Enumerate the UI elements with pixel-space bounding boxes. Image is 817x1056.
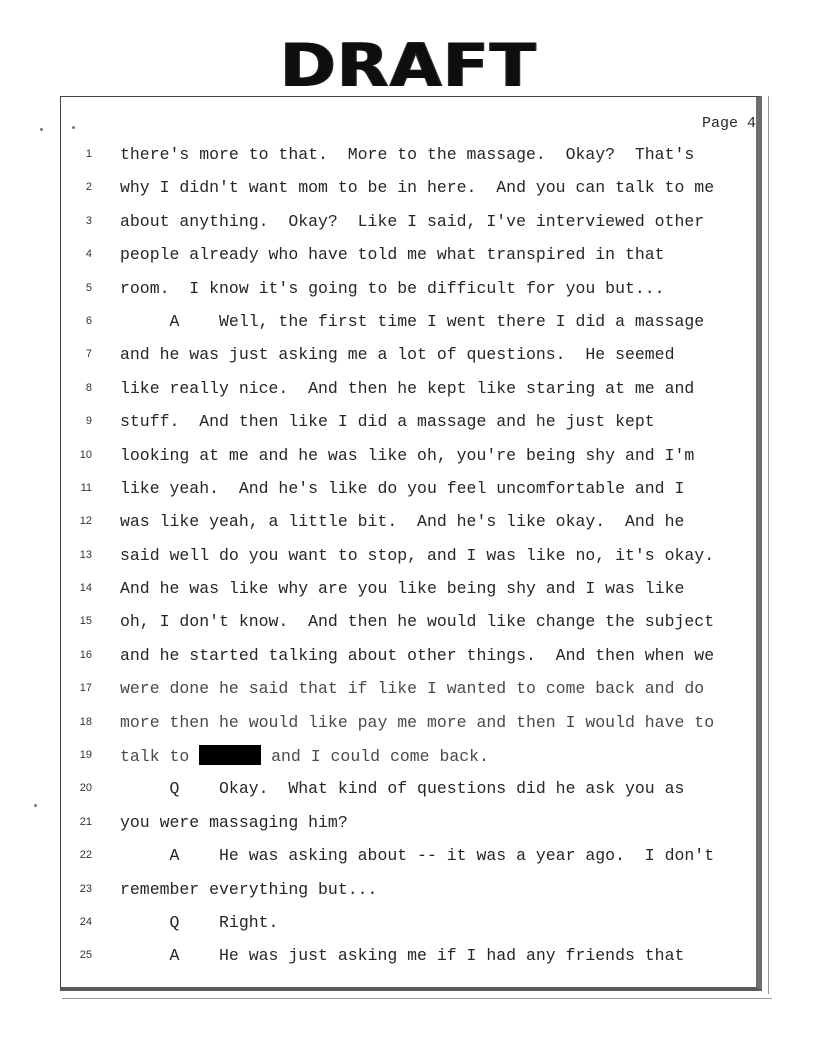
line-text: Q Right. — [120, 912, 279, 932]
line-text-before-redaction: talk to — [120, 747, 200, 767]
transcript-line — [60, 845, 760, 878]
transcript-line — [60, 912, 760, 945]
line-number: 6 — [85, 314, 92, 327]
transcript-line — [60, 478, 760, 511]
line-number: 7 — [85, 348, 92, 361]
line-number: 23 — [79, 882, 92, 895]
line-number: 17 — [79, 682, 92, 695]
redaction-box — [199, 745, 261, 765]
transcript-line — [60, 678, 760, 711]
line-number: 19 — [79, 749, 92, 762]
line-number: 16 — [79, 648, 92, 661]
transcript-line — [60, 144, 760, 177]
line-number: 22 — [79, 849, 92, 862]
line-number: 25 — [79, 949, 92, 962]
line-number: 24 — [79, 915, 92, 928]
line-number: 21 — [79, 815, 92, 828]
transcript-line — [60, 611, 760, 644]
transcript-lines — [60, 144, 760, 979]
line-number: 12 — [79, 515, 92, 528]
line-text: were done he said that if like I wanted to come back and do — [120, 679, 705, 699]
transcript-line — [60, 344, 760, 377]
line-text: and he was just asking me a lot of questions. He seemed — [120, 345, 675, 365]
page-edge-bottom — [62, 998, 772, 999]
line-text: oh, I don't know. And then he would like change the subject — [120, 612, 715, 632]
transcript-line — [60, 712, 760, 745]
line-text: looking at me and he was like oh, you're being shy and I'm — [120, 445, 695, 465]
draft-stamp: DRAFT — [279, 31, 537, 101]
page-edge-right — [768, 96, 769, 994]
transcript-line — [60, 945, 760, 978]
line-text — [120, 745, 489, 768]
line-number: 11 — [80, 481, 92, 494]
line-text: was like yeah, a little bit. And he's like okay. And he — [120, 512, 685, 532]
transcript-line — [60, 445, 760, 478]
line-text: A Well, the first time I went there I did a massage — [120, 311, 705, 331]
line-text-after-redaction: and I could come back. — [261, 747, 489, 767]
line-text: said well do you want to stop, and I was like no, it's okay. — [120, 545, 715, 565]
transcript-line — [60, 411, 760, 444]
line-text: A He was asking about -- it was a year ago. I don't — [120, 846, 715, 866]
line-text: stuff. And then like I did a massage and he just kept — [120, 412, 655, 432]
line-text: about anything. Okay? Like I said, I've interviewed other — [120, 211, 705, 231]
transcript-line — [60, 244, 760, 277]
transcript-line — [60, 511, 760, 544]
scan-speck — [40, 128, 43, 131]
line-number: 3 — [85, 214, 92, 227]
line-number: 8 — [85, 381, 92, 394]
line-number: 5 — [85, 281, 92, 294]
line-text: why I didn't want mom to be in here. And you can talk to me — [120, 178, 715, 198]
line-text: you were massaging him? — [120, 812, 348, 832]
line-number: 9 — [85, 415, 92, 428]
line-text: Q Okay. What kind of questions did he ask you as — [120, 779, 685, 799]
line-number: 1 — [85, 148, 92, 160]
line-number: 14 — [79, 582, 92, 595]
transcript-line — [60, 578, 760, 611]
line-text: people already who have told me what transpired in that — [120, 245, 665, 265]
line-number: 18 — [79, 715, 92, 728]
line-number: 13 — [79, 548, 92, 561]
transcript-line — [60, 745, 760, 778]
line-text: like really nice. And then he kept like staring at me and — [120, 378, 695, 398]
line-number: 2 — [85, 181, 92, 194]
line-number: 4 — [85, 248, 92, 261]
transcript-line — [60, 879, 760, 912]
line-text: there's more to that. More to the massage. Okay? That's — [120, 145, 695, 164]
line-text: And he was like why are you like being shy and I was like — [120, 579, 685, 599]
line-text: more then he would like pay me more and then I would have to — [120, 712, 715, 732]
transcript-line — [60, 545, 760, 578]
transcript-line — [60, 211, 760, 244]
line-text: and he started talking about other things. And then when we — [120, 645, 715, 665]
transcript-line — [60, 278, 760, 311]
scan-speck — [34, 804, 37, 807]
line-number: 10 — [79, 448, 92, 461]
line-text: room. I know it's going to be difficult for you but... — [120, 278, 665, 298]
line-text: remember everything but... — [120, 879, 378, 899]
transcript-line — [60, 645, 760, 678]
line-number: 15 — [79, 615, 92, 628]
page-number-label: Page 4 — [701, 115, 756, 132]
line-text: A He was just asking me if I had any friends that — [120, 946, 685, 966]
transcript-line — [60, 177, 760, 210]
line-number: 20 — [79, 782, 92, 795]
transcript-line — [60, 311, 760, 344]
transcript-line — [60, 812, 760, 845]
line-text: like yeah. And he's like do you feel uncomfortable and I — [120, 478, 685, 498]
transcript-line — [60, 778, 760, 811]
transcript-line — [60, 378, 760, 411]
